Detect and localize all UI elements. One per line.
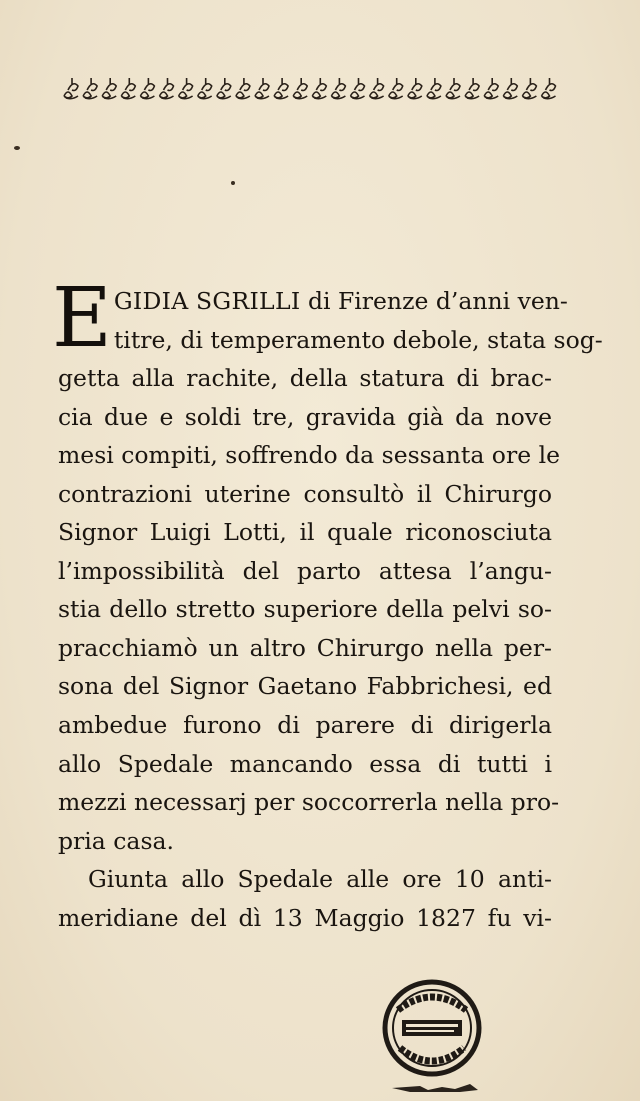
ornament-glyph [102,78,116,99]
ink-speck [14,146,20,150]
ornament-glyph [465,78,479,99]
ornament-glyph [83,78,97,99]
text-line: pracchiamò un altro Chirurgo nella per- [58,633,552,662]
ornament-glyph [160,78,174,99]
ornament-glyph [351,78,365,99]
text-line: stia dello stretto superiore della pelvi so- [58,595,552,624]
ornament-glyph [217,78,231,99]
ornament-glyph [274,78,288,99]
first-word: GIDIA [113,287,189,315]
ink-speck [231,181,235,185]
ornament-glyph [427,78,441,99]
ornament-glyph [140,78,154,99]
ornament-glyph [121,78,135,99]
text-line: mesi compiti, soffrendo da sessanta ore le [58,441,560,470]
line-1-rest: di Firenze d’anni ven- [307,287,568,315]
text-line: mezzi necessarj per soccorrerla nella pro- [58,788,560,817]
ornament-glyph [255,78,269,99]
text-line: getta alla rachite, della statura di brac- [58,364,552,393]
text-line: titre, di temperamento debole, stata sog- [113,325,603,354]
text-line: cia due e soldi tre, gravida già da nove [58,402,552,431]
ornament-glyph [446,78,460,99]
ornament-glyph [389,78,403,99]
ornament-glyph [64,78,78,99]
paragraph-2-line-1: Giunta allo Spedale alle ore 10 anti- [88,865,552,894]
library-stamp-icon [380,978,500,1096]
ornament-glyph [236,78,250,99]
ornament-glyph [331,78,345,99]
ornament-glyph [522,78,536,99]
paragraph-2-line-2: meridiane del dì 13 Maggio 1827 fu vi- [58,903,552,932]
body-text [52,271,603,937]
ornament-glyph [198,78,212,99]
drop-cap: E [52,271,112,366]
text-line: ambedue furono di parere di dirigerla [58,711,552,740]
text-line: sona del Signor Gaetano Fabbrichesi, ed [58,672,552,701]
text-line: Signor Luigi Lotti, il quale riconosciuta [58,518,552,547]
ornament-glyph [312,78,326,99]
text-line: l’impossibilità del parto attesa l’angu- [58,556,552,585]
ornament-glyph [408,78,422,99]
text-line: allo Spedale mancando essa di tutti i [58,749,552,778]
surname: SGRILLI [196,287,301,315]
ornament-glyph [484,78,498,99]
paragraph-end-line: pria casa. [58,826,174,855]
ornament-glyph [370,78,384,99]
text-line: contrazioni uterine consultò il Chirurgo [58,479,552,508]
ornament-glyph [542,78,556,99]
decorative-border-icon [60,76,558,102]
ornament-glyph [503,78,517,99]
ornament-glyph [179,78,193,99]
ornament-glyph [293,78,307,99]
